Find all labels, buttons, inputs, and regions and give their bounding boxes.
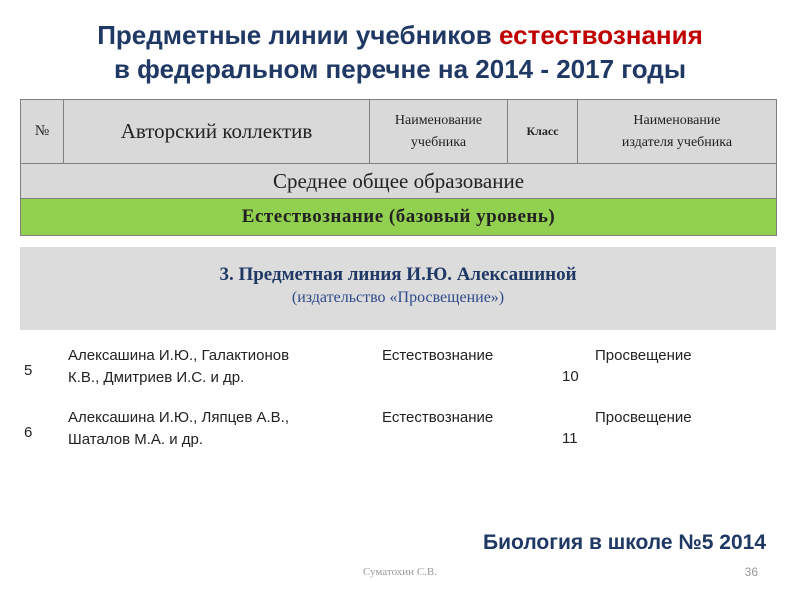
subject-line-box xyxy=(20,247,776,330)
level-row xyxy=(21,164,777,199)
subject-line-title: 3. Предметная линия И.Ю. Алексашиной xyxy=(219,264,577,285)
row-num: 6 xyxy=(24,424,33,441)
row-grade: 10 xyxy=(562,368,579,385)
header-row xyxy=(21,100,777,164)
title-accent-word: естествознания xyxy=(499,20,703,50)
slide-title-line1: Предметные линии учебников естествознания xyxy=(97,20,703,50)
table-row xyxy=(20,343,776,403)
subject-name: Естествознание (базовый уровень) xyxy=(21,199,777,236)
header-publisher: Наименование издателя учебника xyxy=(578,100,777,164)
slide-title-line2: в федеральном перечне на 2014 - 2017 годы xyxy=(113,54,687,84)
header-num: № xyxy=(21,100,64,164)
page-number: 36 xyxy=(744,565,758,579)
row-authors: Алексашина И.Ю., Ляпцев А.В., Шаталов М.А. и др. xyxy=(68,409,289,448)
header-authors: Авторский коллектив xyxy=(64,100,370,164)
row-book: Естествознание xyxy=(382,347,494,364)
row-publisher: Просвещение xyxy=(595,409,692,426)
textbook-table-header xyxy=(20,99,777,236)
table-row xyxy=(20,405,776,465)
row-authors: Алексашина И.Ю., Галактионов К.В., Дмитриев И.С. и др. xyxy=(68,347,290,386)
row-num: 5 xyxy=(24,362,33,379)
school-caption: Биология в школе №5 2014 xyxy=(483,531,766,554)
row-book: Естествознание xyxy=(382,409,494,426)
row-publisher: Просвещение xyxy=(595,347,692,364)
subject-row xyxy=(21,199,777,236)
slide-title xyxy=(0,18,800,86)
subject-line-publisher: (издательство «Просвещение») xyxy=(291,289,505,306)
slide-author: Суматохин С.В. xyxy=(363,566,437,578)
education-level: Среднее общее образование xyxy=(21,164,777,199)
header-grade: Класс xyxy=(508,100,578,164)
row-grade: 11 xyxy=(562,430,578,447)
header-book-name: Наименование учебника xyxy=(370,100,508,164)
